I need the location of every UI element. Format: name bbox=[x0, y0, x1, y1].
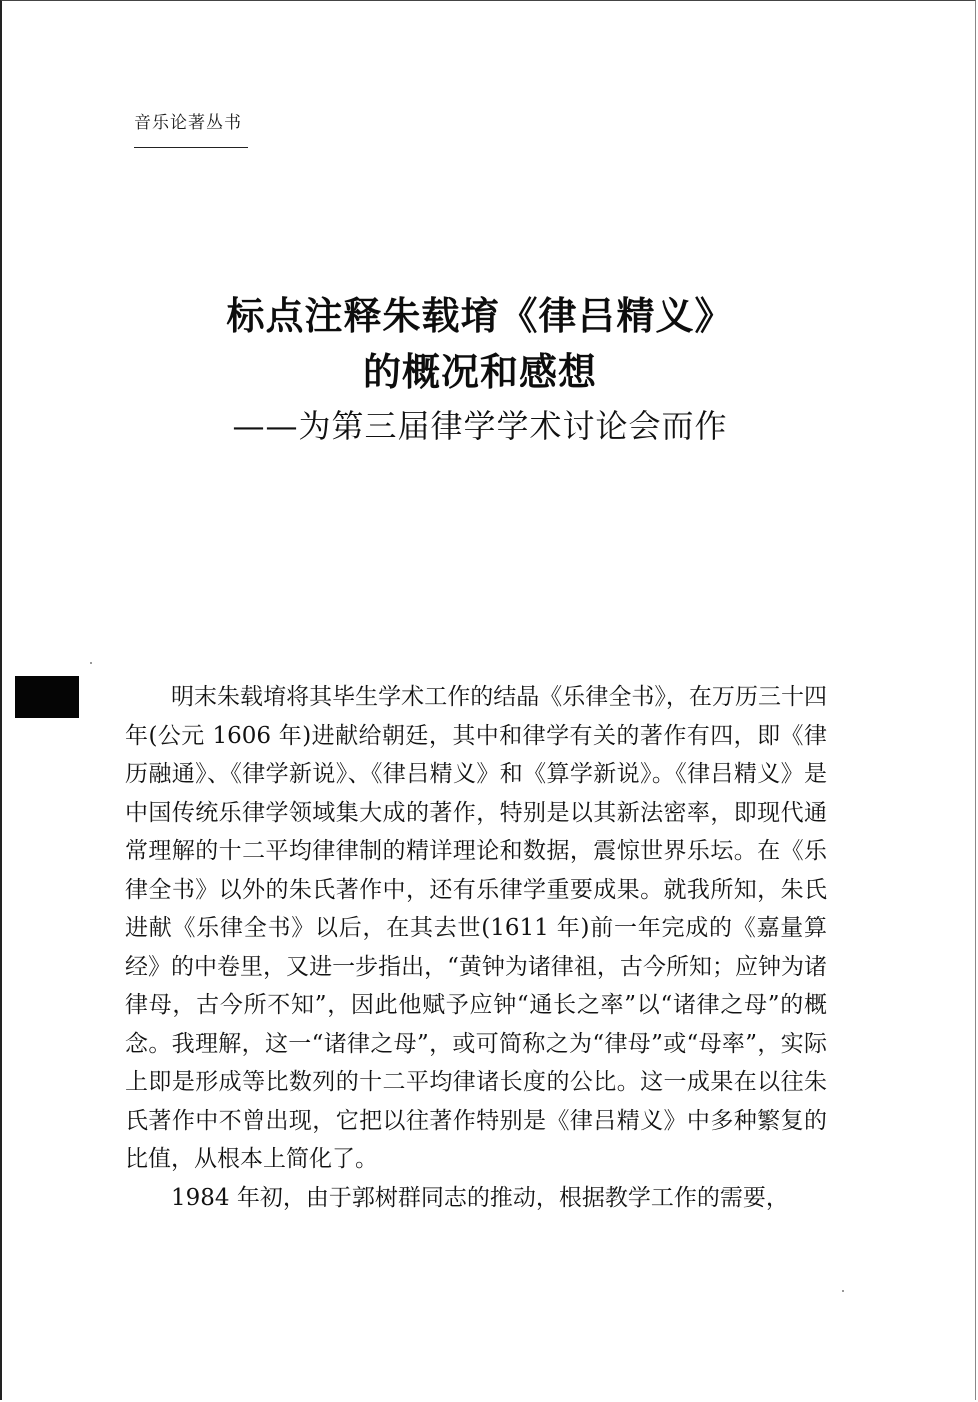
article-title-line-1: 标点注释朱载堉《律吕精义》 bbox=[226, 293, 734, 338]
article-title-line-2: 的概况和感想 bbox=[362, 349, 597, 394]
article-subtitle: ——为第三届律学学术讨论会而作 bbox=[232, 407, 728, 445]
body-paragraph-2: 1984 年初，由于郭树群同志的推动，根据教学工作的需要， bbox=[171, 1184, 789, 1211]
chapter-thumb-tab bbox=[15, 676, 79, 718]
article-title-block bbox=[140, 288, 820, 450]
series-header: 音乐论著丛书 bbox=[134, 113, 242, 133]
body-paragraph-1: 明末朱载堉将其毕生学术工作的结晶《乐律全书》，在万历三十四年(公元 1606 年)进献给朝廷，其中和律学有关的著作有四，即《律历融通》、《律学新说》、《律吕精义》和《算学新说》。《律吕精义》是中国传统乐律学领域集大成的著作，特别是以其新法密率，即现代通常理解的十二平均律律制的精详理论和数据，震惊世界乐坛。在《乐律全书》以外的朱氏著作中，还有乐律学重要成果。就我所知，朱氏进献《乐律全书》以后，在其去世(1611 年)前一年完成的《嘉量算经》的中卷里，又进一步指出，“黄钟为诸律祖，古今所知；应钟为诸律母，古今所不知”，因此他赋予应钟“通长之率”以“诸律之母”的概念。我理解，这一“诸律之母”，或可简称之为“律母”或“母率”，实际上即是形成等比数列的十二平均律诸长度的公比。这一成果在以往朱氏著作中不曾出现，它把以往著作特别是《律吕精义》中多种繁复的比值，从根本上简化了。 bbox=[125, 684, 827, 1172]
header-underline bbox=[134, 147, 248, 148]
article-body bbox=[125, 678, 827, 1217]
scan-speck bbox=[842, 1290, 844, 1292]
scan-speck bbox=[90, 662, 92, 664]
